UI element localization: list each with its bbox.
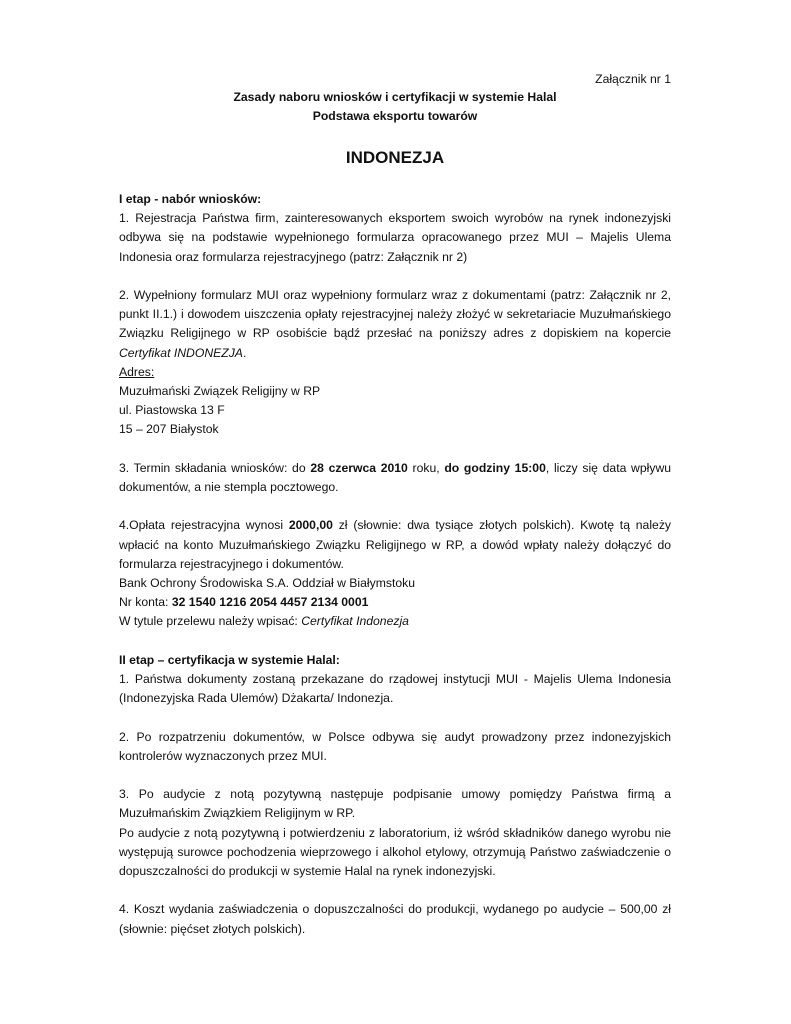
p3-c: , liczy się data wpływu dokumentów, a nie stempla pocztowego. [119, 460, 672, 495]
heading-basis: Podstawa eksportu towarów [312, 109, 478, 123]
document-title: INDONEZJA [345, 148, 445, 167]
stage1-paragraph-2 [119, 286, 671, 363]
heading-rules: Zasady naboru wniosków i certyfikacji w systemie Halal [233, 90, 557, 104]
bank-name: Bank Ochrony Środowiska S.A. Oddział w Białymstoku [119, 576, 416, 591]
p4-b: zł (słownie: dwa tysiące złotych polskich). Kwotę tą należy wpłacić na konto Muzułmańskiego Związku Religijnego w RP, a dowód wpłaty należy dołączyć do formularza rejestracyjnego i dokumentów. [119, 518, 672, 571]
stage2-paragraph-1: 1. Państwa dokumenty zostaną przekazane do rządowej instytucji MUI - Majelis Ulema Indonesia (Indonezyjska Rada Ulemów) Dżakarta/ Indonezja. [119, 672, 671, 706]
transfer-label: W tytule przelewu należy wpisać: [119, 614, 302, 629]
annex-label: Załącznik nr 1 [595, 72, 671, 86]
p3-b: roku, [407, 460, 445, 475]
stage2-title: II etap – certyfikacja w systemie Halal: [119, 652, 340, 667]
address-line-1: Muzułmański Związek Religijny w RP [119, 384, 321, 399]
stage2-paragraph-4: 4. Koszt wydania zaświadczenia o dopuszczalności do produkcji, wydanego po audycie – 500,00 zł (słownie: pięćset złotych polskich). [119, 902, 671, 936]
address-line-2: ul. Piastowska 13 F [119, 403, 225, 418]
transfer-title: Certyfikat Indonezja [301, 614, 409, 629]
p2-end: . [242, 345, 247, 360]
p2-text: 2. Wypełniony formularz MUI oraz wypełniony formularz wraz z dokumentami (patrz: Załącznik nr 2, punkt II.1.) i dowodem uiszczenia opłaty rejestracyjnej należy złożyć w sekretariacie Muzułmańskiego Związku Religijnego w RP osobiście bądź przesłać na poniższy adres z dopiskiem na kopercie [119, 288, 671, 341]
p4-a: 4.Opłata rejestracyjna wynosi [119, 518, 289, 533]
p2-italic: Certyfikat INDONEZJA [119, 345, 243, 360]
stage2-paragraph-2: 2. Po rozpatrzeniu dokumentów, w Polsce odbywa się audyt prowadzony przez indonezyjskich kontrolerów wyznaczonych przez MUI. [119, 729, 671, 763]
stage1-paragraph-1: 1. Rejestracja Państwa firm, zainteresowanych eksportem swoich wyrobów na rynek indonezyjski odbywa się na podstawie wypełnionego formularza opracowanego przez MUI – Majelis Ulema Indonesia oraz formularza rejestracyjnego (patrz: Załącznik nr 2) [119, 211, 671, 264]
address-label: Adres: [119, 364, 155, 379]
p3-date: 28 czerwca 2010 [310, 460, 408, 475]
stage1-title: I etap - nabór wniosków: [119, 192, 262, 206]
stage1-paragraph-4 [119, 516, 671, 574]
p4-amount: 2000,00 [288, 518, 333, 533]
document-body [119, 190, 671, 939]
stage1-paragraph-3 [119, 459, 671, 497]
p3-a: 3. Termin składania wniosków: do [119, 460, 311, 475]
address-line-3: 15 – 207 Białystok [119, 422, 219, 437]
account-number: 32 1540 1216 2054 4457 2134 0001 [171, 595, 369, 610]
account-label: Nr konta: [119, 595, 172, 610]
account-line [119, 593, 671, 612]
transfer-line [119, 612, 671, 631]
p3-time: do godziny 15:00 [444, 460, 546, 475]
stage2-paragraph-3: 3. Po audycie z notą pozytywną następuje podpisanie umowy pomiędzy Państwa firmą a Muzułmańskim Związkiem Religijnym w RP. [119, 787, 671, 821]
stage2-paragraph-3b: Po audycie z notą pozytywną i potwierdzeniu z laboratorium, iż wśród składników danego wyrobu nie występują surowce pochodzenia wieprzowego i alkohol etylowy, otrzymują Państwo zaświadczenie o dopuszczalności do produkcji w systemie Halal na rynek indonezyjski. [119, 825, 671, 879]
